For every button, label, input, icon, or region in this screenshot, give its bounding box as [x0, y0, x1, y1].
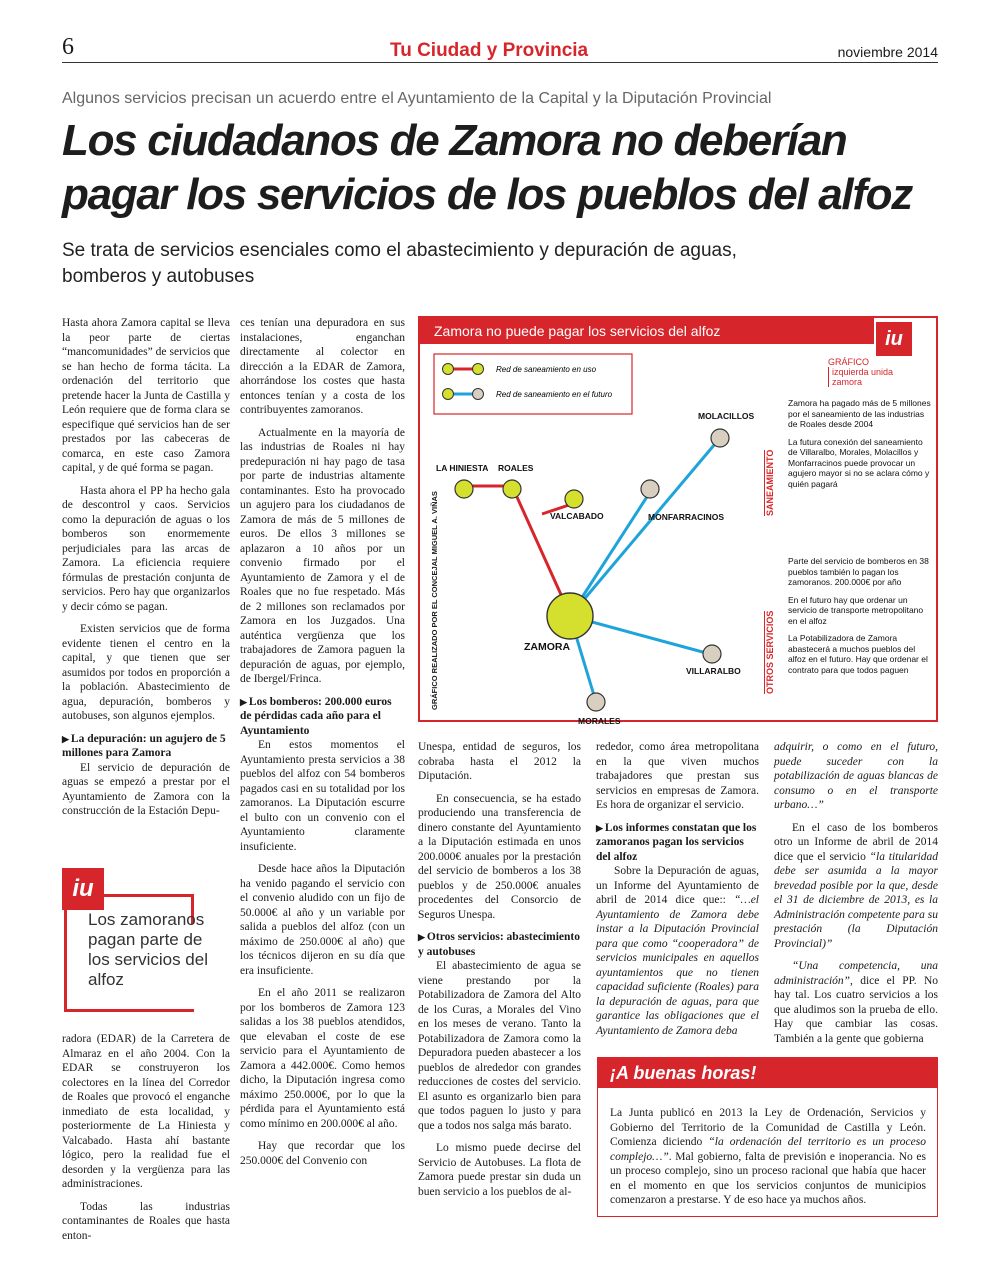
- tag-saneamiento: SANEAMIENTO: [765, 449, 775, 516]
- legend-future-label: Red de saneamiento en el futuro: [496, 390, 613, 399]
- node-villaralbo: [703, 645, 721, 663]
- iu-logo: iu: [62, 868, 104, 910]
- sidebar-box-text: La Junta publicó en 2013 la Ley de Ordenación, Servicios y Gobierno del Territorio de la Comunidad de Castilla y León. Comienza diciendo “la ordenación del territorio es un proceso complejo…”. Mal gobierno, falta de previsión e inoperancia. No es un proceso complejo, sino un proceso racional que había que hacer en el momento en que los servicios conjuntos de municipios comenzaron a prestarse. Y de eso hace ya muchos años.: [610, 1107, 926, 1206]
- paragraph: Lo mismo puede decirse del Servicio de Autobuses. La flota de Zamora puede prestar sin duda un buen servicio a los pueblos de al-: [418, 1142, 581, 1198]
- node-label: LA HINIESTA: [436, 463, 489, 473]
- node-label: ROALES: [498, 463, 534, 473]
- legend-current-label: Red de saneamiento en uso: [496, 365, 597, 374]
- paragraph: Todas las industrias contaminantes de Roales que hasta enton-: [62, 1200, 230, 1242]
- iu-logo: iu: [876, 322, 912, 356]
- legend-box: [434, 354, 632, 414]
- subheading: ▶ Otros servicios: abastecimiento y autobuses: [418, 930, 581, 959]
- node-label: VILLARALBO: [686, 666, 741, 676]
- subheading: ▶ La depuración: un agujero de 5 millones para Zamora: [62, 732, 230, 761]
- subheading: ▶ Los informes constatan que los zamoranos pagan los servicios del alfoz: [596, 821, 759, 865]
- node-morales: [587, 693, 605, 711]
- issue-date: noviembre 2014: [837, 44, 938, 60]
- paragraph: Existen servicios que de forma evidente tienen el centro en la capital, y que tienen que ser asumidos por todos en proporción a la población. Abastecimiento de agua, depuración, bomberos y autobuses, son algunos ejemplos.: [62, 623, 230, 722]
- sidebar-box-title: ¡A buenas horas!: [598, 1058, 937, 1088]
- note: La Potabilizadora de Zamora abastecerá a muchos pueblos del alfoz en el futuro. Hay que ordenar el contrato para que todos paguen: [788, 633, 928, 675]
- node-label: MONFARRACINOS: [648, 512, 725, 522]
- section-title: Tu Ciudad y Provincia: [390, 40, 589, 61]
- page-number: 6: [62, 34, 74, 60]
- legend-node: [473, 364, 484, 375]
- graphic-credit-label: GRÁFICO: [828, 357, 870, 367]
- paragraph: En el caso de los bomberos otro un Informe de abril de 2014 dice que el servicio “la titularidad debe ser asumida a la mayor brevedad posible por la que, desde el 31 de diciembre de 2013, es la Administración competente para su prestación (la Diputación Provincial)”: [774, 821, 938, 950]
- notes-saneamiento: [788, 398, 934, 496]
- network-graphic: [418, 316, 938, 726]
- note: La futura conexión del saneamiento de Villaralbo, Morales, Molacillos y Monfarracinos puede provocar un agujero mayor si no se aclara cómo y quién pagará: [788, 436, 930, 489]
- subheading: ▶ Los bomberos: 200.000 euros de pérdidas cada año para el Ayuntamiento: [240, 695, 405, 739]
- column-1-bottom: [62, 1032, 230, 1251]
- paragraph: En el año 2011 se realizaron por los bomberos de Zamora 123 salidas a los 38 pueblos atendidos, que elevaban el coste de ese servicio para el Ayuntamiento de Zamora a 442.000€. Como hemos dicho, la Diputación ingresa como máximo 250.000€, por lo que la pérdida para el Ayuntamiento está como mínimo en 200.000€ al año.: [240, 987, 405, 1130]
- paragraph: Actualmente en la mayoría de las industrias de Roales ni hay predepuración ni hay pago de tasa por parte de industrias altamente contaminantes. Esto ha provocado un agujero para los ciudadanos de Zamora de más de 5 millones de euros. De ellos 3 millones se aplazaron a 10 años por un convenio firmado por el Ayuntamiento de Zamora y el de Roales que no fue respetado. Más de 2 millones son reclamados por Zamora en los Juzgados. Una auténtica vergüenza que los trabajadores de Zamora paguen la depuración de aguas, por ejemplo, de Ibergel/Frinca.: [240, 426, 405, 685]
- note: Zamora ha pagado más de 5 millones por el saneamiento de las industrias de Roales desde 2004: [788, 398, 931, 429]
- pullquote-text: Los zamoranos pagan parte de los servicios del alfoz: [88, 910, 208, 989]
- paragraph: Hasta ahora el PP ha hecho gala de descontrol y caos. Servicios como la depuración de aguas o los bomberos son enormemente perjudiciales para las arcas de Zamora. La eficiencia requiere fórmulas de prestación conjunta de servicios. Pero hay que organizarlos y decir cómo se pagan.: [62, 484, 230, 613]
- header-rule: [62, 62, 938, 63]
- tag-otros-servicios: OTROS SERVICIOS: [765, 610, 775, 694]
- graphic-side-credit: GRÁFICO REALIZADO POR EL CONCEJAL MIGUEL A. VIÑAS: [430, 491, 439, 710]
- paragraph: adquirir, o como en el futuro, puede suceder con la potabilización de aguas blancas de consumo o en el transporte urbano…”: [774, 741, 938, 811]
- node-label: ZAMORA: [524, 641, 571, 653]
- paragraph: Hasta ahora Zamora capital se lleva la peor parte de ciertas “mancomunidades” de servicios que se han hecho de forma tácita. La ordenación del territorio que pretende hacer la Junta de Castilla y León requiere que de forma clara se especifique qué servicios han de ser prestados por las cabeceras de comarca, en este caso Zamora capital, y de qué forma se pagan.: [62, 317, 230, 474]
- column-1-top: [62, 316, 230, 827]
- pullquote-box: [62, 868, 230, 1018]
- node-label: MOLACILLOS: [698, 411, 755, 421]
- article-subheadline: Se trata de servicios esenciales como el abastecimiento y depuración de aguas, bomberos y autobuses: [62, 240, 737, 287]
- node-zamora: [547, 593, 593, 639]
- paragraph: ces tenían una depuradora en sus instalaciones, enganchan directamente al colector en dirección a la EDAR de Zamora, ahorrándose los costes que hasta entonces tenían y a costa de los contribuyentes zamoranos.: [240, 317, 405, 416]
- column-2: [240, 316, 405, 1176]
- node-la-hiniesta: [455, 480, 473, 498]
- note: Parte del servicio de bomberos en 38 pueblos también lo pagan los zamoranos. 200.000€ por año: [788, 556, 929, 587]
- paragraph: El abastecimiento de agua se viene prestando por la Potabilizadora de Zamora del Alto de los Curas, a Morales del Vino en los meses de verano. Tanto la Potabilizadora de Zamora como la Depuradora pueden abastecer a los pueblos de alrededor con grandes reducciones de costes del servicio. El asunto es organizarlo bien para que todos paguen lo justo y para que a todos nos salga más barato.: [418, 960, 581, 1132]
- column-5: [774, 740, 938, 1054]
- paragraph: En consecuencia, se ha estado produciendo una transferencia de dinero constante del Ayuntamiento a la Diputación estimada en unos 200.000€ anuales por la prestación del servicio de bomberos a los 38 pueblos y de 250.000€ anuales procedentes del Consorcio de Seguros Unespa.: [418, 792, 581, 921]
- legend-node: [473, 389, 484, 400]
- node-roales: [503, 480, 521, 498]
- notes-otros-servicios: [788, 556, 934, 682]
- article-headline: Los ciudadanos de Zamora no deberían pagar los servicios de los pueblos del alfoz: [62, 116, 912, 219]
- note: En el futuro hay que ordenar un servicio de transporte metropolitano en el alfoz: [788, 594, 924, 626]
- paragraph: radora (EDAR) de la Carretera de Almaraz en el año 2004. Con la EDAR se construyeron los colectores en la línea del Corredor de Roales que provocó el enganche inmediato de esta localidad, y posteriormente de La Hiniesta y Valcabado. Hasta ahí bastante lógico, pero la realidad fue el desorden y la vergüenza para las administraciones.: [62, 1033, 230, 1190]
- paragraph: Desde hace años la Diputación ha venido pagando el servicio con el convenio aludido con un fijo de 50.000€ al año y un variable por salida a pueblos del alfoz (con un máximo de 250.000€ al año) que los técnicos dijeron en su día que era insuficiente.: [240, 863, 405, 977]
- graphic-credit-org: izquierda unida zamora: [828, 367, 893, 387]
- legend-node: [443, 389, 454, 400]
- column-3: [418, 740, 581, 1207]
- legend-node: [443, 364, 454, 375]
- graphic-title: Zamora no puede pagar los servicios del alfoz: [420, 318, 874, 344]
- column-4: [596, 740, 759, 1046]
- node-label: VALCABADO: [550, 511, 604, 521]
- paragraph: “Una competencia, una administración”, dice el PP. No hay tal. Los cuatro servicios a los que aludimos son la prueba de ello. Hay que cambiar las cosas. También a la gente que gobierna: [774, 960, 938, 1045]
- future-link-molacillos: [570, 438, 720, 616]
- paragraph: rededor, como área metropolitana en la que viven muchos trabajadores que prestan sus servicios en empresas de Zamora. Es hora de organizar el servicio.: [596, 741, 759, 811]
- paragraph: Unespa, entidad de seguros, los cobraba hasta el 2012 la Diputación.: [418, 741, 581, 782]
- node-label: MORALES: [578, 716, 621, 726]
- node-valcabado: [565, 490, 583, 508]
- node-molacillos: [711, 429, 729, 447]
- node-monfarracinos: [641, 480, 659, 498]
- sidebar-box: [597, 1057, 938, 1217]
- paragraph: El servicio de depuración de aguas se empezó a prestar por el Ayuntamiento de Zamora con la construcción de la Estación Depu-: [62, 761, 230, 817]
- article-kicker: Algunos servicios precisan un acuerdo entre el Ayuntamiento de la Capital y la Diputación Provincial: [62, 90, 772, 107]
- paragraph: Sobre la Depuración de aguas, un Informe del Ayuntamiento de abril de 2014 dice que:: “…el Ayuntamiento de Zamora debe instar a la Diputación Provincial para que como “cooperadora” de servicios municipales en aquellos ayuntamientos que no tienen capacidad suficiente (Roales) para la depuración de aguas, para que garantice las obligaciones que el Ayuntamiento de Zamora deba: [596, 865, 759, 1037]
- paragraph: Hay que recordar que los 250.000€ del Convenio con: [240, 1140, 405, 1167]
- paragraph: En estos momentos el Ayuntamiento presta servicios a 38 pueblos del alfoz con 54 bomberos pagados casi en su totalidad por los zamoranos. La Diputación escurre el bulto con un convenio con el Ayuntamiento claramente insuficiente.: [240, 739, 405, 853]
